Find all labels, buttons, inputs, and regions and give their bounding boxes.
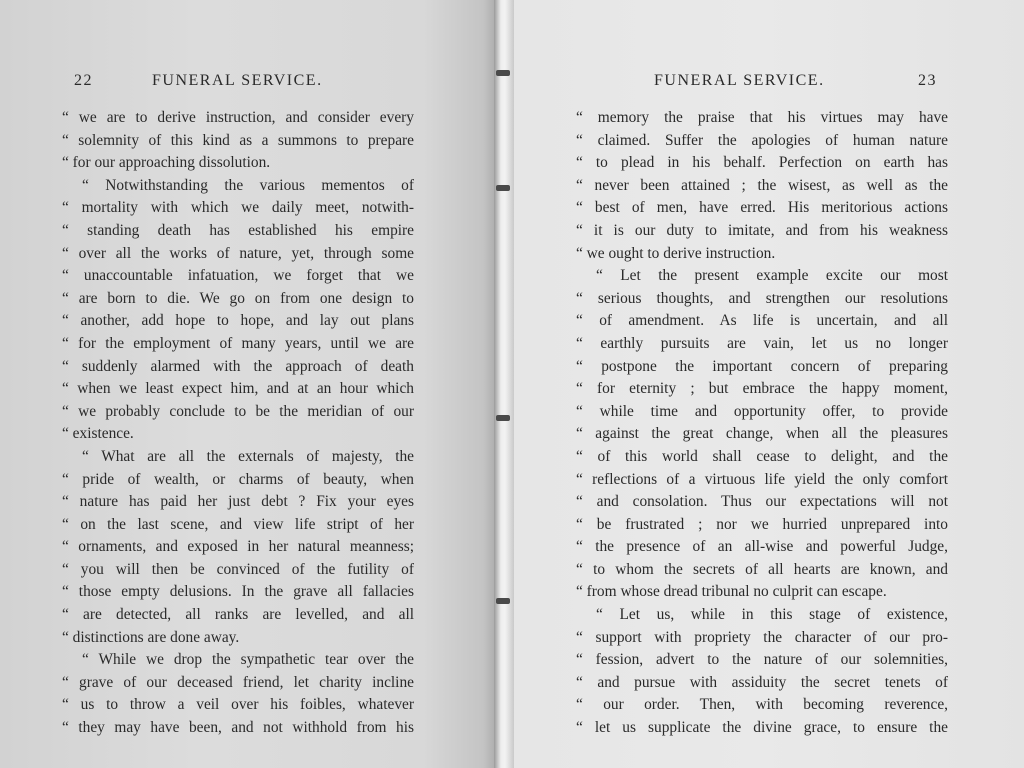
running-head: FUNERAL SERVICE. <box>654 72 825 89</box>
text-line: “ let us supplicate the divine grace, to ensure the <box>576 719 948 737</box>
text-line: “ to plead in his behalf. Perfection on earth has <box>576 154 948 172</box>
text-line: “ grave of our deceased friend, let charity incline <box>62 673 414 691</box>
text-line: “ Let the present example excite our most <box>596 267 948 285</box>
left-page <box>0 0 498 768</box>
text-line: “ Notwithstanding the various mementos of <box>82 176 414 194</box>
page-body <box>62 107 414 740</box>
text-line: “ we are to derive instruction, and consider every <box>62 109 414 126</box>
text-line: “ are detected, all ranks are levelled, and all <box>62 606 414 624</box>
text-line: “ from whose dread tribunal no culprit can escape. <box>576 583 887 601</box>
binding-stitch <box>496 70 510 76</box>
binding-stitch <box>496 415 510 421</box>
text-line: “ What are all the externals of majesty, the <box>82 447 414 465</box>
text-line: “ Let us, while in this stage of existence, <box>596 606 948 624</box>
text-line: “ to whom the secrets of all hearts are known, and <box>576 560 948 578</box>
text-line: “ the presence of an all-wise and powerful Judge, <box>576 538 948 556</box>
text-line: “ postpone the important concern of preparing <box>576 357 948 375</box>
text-line: “ reflections of a virtuous life yield the only comfort <box>576 470 948 488</box>
text-line: “ you will then be convinced of the futility of <box>62 560 414 578</box>
text-line: “ on the last scene, and view life stript of her <box>62 515 414 533</box>
text-line: “ for eternity ; but embrace the happy moment, <box>576 380 948 398</box>
text-line: “ another, add hope to hope, and lay out plans <box>62 312 414 330</box>
text-line: “ earthly pursuits are vain, let us no longer <box>576 334 948 352</box>
text-line: “ be frustrated ; nor we hurried unprepared into <box>576 515 948 533</box>
binding-stitch <box>496 598 510 604</box>
text-line: “ for our approaching dissolution. <box>62 154 271 172</box>
text-line: “ ornaments, and exposed in her natural meanness; <box>62 538 414 556</box>
running-head: FUNERAL SERVICE. <box>152 72 323 89</box>
text-line: “ while time and opportunity offer, to provide <box>576 402 948 420</box>
text-line: “ claimed. Suffer the apologies of human nature <box>576 131 948 149</box>
text-line: “ us to throw a veil over his foibles, whatever <box>62 696 414 714</box>
text-line: “ are born to die. We go on from one design to <box>62 289 414 307</box>
text-line: “ suddenly alarmed with the approach of death <box>62 357 414 375</box>
text-line: “ against the great change, when all the pleasures <box>576 425 948 443</box>
text-line: “ existence. <box>62 425 134 443</box>
text-line: “ unaccountable infatuation, we forget that we <box>62 267 414 285</box>
text-line: “ fession, advert to the nature of our solemnities, <box>576 651 948 669</box>
text-line: “ memory the praise that his virtues may have <box>576 109 948 126</box>
text-line: “ of amendment. As life is uncertain, and all <box>576 312 948 330</box>
text-line: “ serious thoughts, and strengthen our resolutions <box>576 289 948 307</box>
page-number: 23 <box>918 72 937 89</box>
text-line: “ standing death has established his empire <box>62 221 414 239</box>
text-line: “ solemnity of this kind as a summons to prepare <box>62 131 414 149</box>
text-line: “ those empty delusions. In the grave all fallacies <box>62 583 414 601</box>
page-body <box>576 107 948 740</box>
text-line: “ it is our duty to imitate, and from his weakness <box>576 221 948 239</box>
text-line: “ mortality with which we daily meet, notwith- <box>62 199 414 217</box>
text-line: “ over all the works of nature, yet, through some <box>62 244 414 262</box>
text-line: “ our order. Then, with becoming reverence, <box>576 696 948 714</box>
text-line: “ distinctions are done away. <box>62 628 240 646</box>
book-gutter <box>494 0 514 768</box>
binding-stitch <box>496 185 510 191</box>
right-page <box>498 0 1024 768</box>
text-line: “ nature has paid her just debt ? Fix your eyes <box>62 493 414 511</box>
text-line: “ we probably conclude to be the meridian of our <box>62 402 414 420</box>
text-line: “ best of men, have erred. His meritorious actions <box>576 199 948 217</box>
text-line: “ for the employment of many years, until we are <box>62 334 414 352</box>
text-line: “ they may have been, and not withhold from his <box>62 719 414 737</box>
text-line: “ never been attained ; the wisest, as well as the <box>576 176 948 194</box>
page-number: 22 <box>74 72 93 89</box>
text-line: “ and consolation. Thus our expectations will not <box>576 493 948 511</box>
text-line: “ support with propriety the character of our pro- <box>576 628 948 646</box>
text-line: “ of this world shall cease to delight, and the <box>576 447 948 465</box>
text-line: “ and pursue with assiduity the secret tenets of <box>576 673 948 691</box>
text-line: “ pride of wealth, or charms of beauty, when <box>62 470 414 488</box>
text-line: “ While we drop the sympathetic tear over the <box>82 651 414 669</box>
text-line: “ when we least expect him, and at an hour which <box>62 380 414 398</box>
text-line: “ we ought to derive instruction. <box>576 244 776 262</box>
